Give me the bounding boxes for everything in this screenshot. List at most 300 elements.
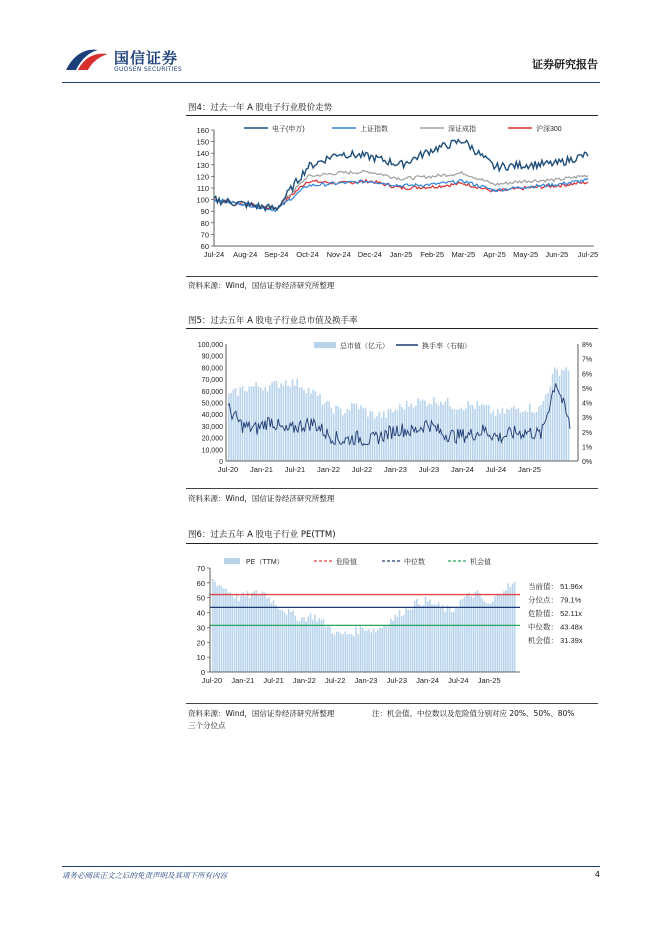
pe-bar [392,621,394,672]
y-tick-label: 60,000 [201,388,223,396]
pe-bar [234,598,236,672]
y-tick-label: 130 [196,160,209,170]
y-tick-label: 100 [196,195,209,205]
figure-6-chart [186,548,598,690]
pe-bar [488,603,490,672]
pe-bar [440,607,442,672]
pe-bar [466,594,468,673]
market-cap-bar [372,412,374,462]
pe-bar [351,634,353,672]
legend-label: 中位数 [404,559,425,566]
pe-bar [384,625,386,672]
y-tick-label: 90 [200,207,209,217]
market-cap-bar [274,381,276,461]
x-tick-label: Jul-20 [201,676,223,685]
pe-bar [434,604,436,672]
market-cap-bar [556,369,558,461]
x-tick-label: Jan-24 [416,676,440,685]
stock-price-chart [186,116,598,272]
market-cap-bar [363,408,365,461]
x-tick-label: Jul-20 [217,465,239,474]
market-cap-bar [342,415,344,461]
market-cap-bar [344,413,346,461]
market-cap-bar [399,404,401,461]
pe-bar [373,629,375,673]
market-cap-bar [255,382,257,461]
market-cap-bar [568,371,570,461]
legend-label: 危险值 [336,559,357,566]
pe-bar [295,616,297,673]
legend-label: 总市值（亿元） [340,343,389,350]
pe-bar [253,591,255,672]
x-tick-label: Apr-25 [483,250,506,259]
pe-bar [399,610,401,672]
series-line-1 [214,140,588,211]
figure-5-source: 资料来源：Wind，国信证券经济研究所整理 [188,494,335,503]
side-label: 机会值： 31.39x [528,636,583,645]
pe-bar [499,595,501,672]
y2-tick-label: 6% [582,371,593,379]
legend-label: 机会值 [470,559,491,566]
pe-bar [457,608,459,672]
pe-bar [275,605,277,672]
x-tick-label: Jun-25 [545,250,569,259]
pe-bar [390,619,392,672]
x-tick-label: Jan-25 [389,250,413,259]
x-tick-label: Jul-21 [284,465,306,474]
pe-bar [242,592,244,672]
market-cap-bar [447,398,449,461]
pe-bar [284,612,286,672]
pe-bar [514,582,516,672]
pe-bar [505,590,507,672]
market-cap-bar [529,404,531,461]
figure-5-chart [186,330,598,482]
market-cap-bar [436,403,438,461]
pe-bar [255,590,257,672]
pe-bar [288,609,290,672]
pe-bar [512,584,514,672]
pe-bar [436,605,438,672]
pe-bar [460,600,462,672]
pe-bar [314,615,316,672]
pe-bar [481,598,483,672]
y-tick-label: 160 [196,126,209,135]
pe-bar [381,628,383,672]
pe-bar [462,599,464,672]
pe-bar [292,611,294,673]
x-tick-label: Jan-21 [250,465,273,474]
pe-bar [258,595,260,672]
x-tick-label: Jan-21 [231,676,255,685]
x-tick-label: Jul-24 [203,250,225,259]
pe-bar [364,631,366,672]
market-cap-bar [545,395,547,461]
side-label: 分位点： 79.1% [528,595,582,605]
market-cap-bar [351,403,353,461]
pe-bar [316,622,318,673]
pe-bar [379,628,381,672]
pe-bar [483,601,485,672]
pe-bar [410,610,412,672]
x-tick-label: Jul-22 [324,676,346,685]
pe-bar [418,604,420,672]
y-tick-label: 120 [196,172,209,182]
pe-bar [407,610,409,672]
pe-bar [388,626,390,672]
y-tick-label: 0 [219,459,223,466]
side-label: 危险值： 52.11x [528,609,583,618]
figure-6-note-cont: 三个分位点 [188,721,226,730]
market-cap-bar [433,397,435,461]
x-tick-label: Jul-23 [386,676,408,685]
figure-6-note: 注：机会值、中位数以及危险值分别对应 20%、50%、80% [372,709,575,718]
y-tick-label: 40,000 [201,412,223,420]
y-tick-label: 50 [196,593,205,603]
market-cap-bar [230,393,232,461]
market-cap-bar [292,379,294,461]
pe-bar [349,634,351,672]
pe-bar [236,593,238,672]
market-cap-bar [524,411,526,461]
market-cap-bar [451,409,453,461]
market-cap-bar [552,374,554,461]
company-name-cn: 国信证券 [114,49,179,67]
market-cap-bar [547,393,549,461]
legend-label: PE（TTM） [246,559,284,566]
pe-bar [353,636,355,672]
market-cap-bar [561,370,563,461]
y-tick-label: 30 [196,623,205,633]
y-tick-label: 30,000 [201,423,223,431]
x-tick-label: Dec-24 [357,250,382,259]
market-cap-bar [233,390,235,461]
y-tick-label: 10,000 [201,447,223,455]
pe-bar [260,594,262,673]
figure-4-chart [186,116,598,272]
pe-ttm-chart [186,548,598,690]
pe-bar [336,632,338,673]
pe-bar [358,634,360,672]
y2-tick-label: 5% [582,385,593,393]
footer-disclaimer: 请务必阅读正文之后的免责声明及其项下所有内容 [62,871,227,880]
pe-bar [342,634,344,672]
pe-bar [414,601,416,672]
pe-bar [416,599,418,672]
y-tick-label: 80,000 [201,365,223,373]
pe-bar [355,627,357,672]
pe-bar [423,605,425,672]
pe-bar [327,625,329,672]
pe-bar [429,600,431,672]
pe-bar [473,598,475,672]
market-cap-bar [331,408,333,461]
pe-bar [238,601,240,672]
pe-bar [331,633,333,672]
y2-tick-label: 2% [582,429,593,437]
side-label: 中位数： 43.48x [528,622,583,632]
pe-bar [271,603,273,672]
pe-bar [421,606,423,672]
y2-tick-label: 7% [582,356,593,364]
y2-tick-label: 1% [582,444,593,452]
y-tick-label: 90,000 [201,353,223,361]
legend-label: 深证成指 [448,126,476,133]
x-tick-label: Jul-23 [418,465,440,474]
pe-bar [442,605,444,672]
market-cap-bar [467,401,469,461]
pe-bar [262,592,264,672]
x-tick-label: Jan-25 [477,676,501,685]
pe-bar [449,606,451,672]
market-cap-bar [251,387,253,461]
y-tick-label: 70,000 [201,377,223,385]
legend-label: 上证指数 [360,126,388,133]
legend-label: 电子(申万) [272,126,305,133]
x-tick-label: Oct-24 [296,250,319,259]
market-cap-bar [417,399,419,461]
pe-bar [444,612,446,672]
figure-5-title: 图5：过去五年 A 股电子行业总市值及换手率 [188,316,358,326]
market-cap-bar [296,379,298,461]
pe-bar [229,592,231,672]
pe-bar [221,586,223,672]
y-tick-label: 50,000 [201,400,223,408]
pe-bar [405,607,407,672]
pe-bar [375,632,377,672]
x-tick-label: Jan-23 [354,676,378,685]
pe-bar [340,634,342,672]
x-tick-label: Jul-24 [448,676,469,685]
header-divider [62,82,600,83]
market-cap-bar [424,401,426,461]
figure-5-bottom-rule [186,488,598,489]
market-cap-bar [483,405,485,461]
pe-bar [227,593,229,672]
pe-bar [486,603,488,672]
market-cap-bar [442,405,444,461]
market-cap-bar [347,409,349,461]
pe-bar [412,609,414,672]
market-cap-bar [477,402,479,462]
pe-bar [225,589,227,672]
legend-swatch [314,342,336,348]
market-cap-bar [306,393,308,461]
x-tick-label: Jan-23 [384,465,407,474]
market-cap-bar [538,407,540,462]
figure-4-bottom-rule [186,276,598,277]
market-cap-bar [472,405,474,461]
pe-bar [286,615,288,672]
pe-bar [507,583,509,672]
pe-bar [431,605,433,673]
y2-tick-label: 4% [582,400,593,408]
x-tick-label: Mar-25 [451,250,476,259]
side-label: 当前值： 51.96x [528,582,583,591]
pe-bar [455,607,457,672]
y2-tick-label: 3% [582,415,593,423]
pe-bar [377,630,379,672]
pe-bar [501,594,503,672]
market-cap-bar [276,381,278,461]
market-cap-bar [287,386,289,461]
pe-bar [477,591,479,673]
y-tick-label: 20,000 [201,435,223,443]
figure-4-title: 图4：过去一年 A 股电子行业股价走势 [188,103,333,113]
y2-tick-label: 8% [582,342,593,349]
market-cap-bar [508,410,510,461]
y2-tick-label: 0% [582,459,593,466]
pe-bar [325,627,327,672]
pe-bar [318,619,320,673]
pe-bar [290,612,292,672]
market-cap-bar [429,404,431,462]
pe-bar [310,613,312,672]
pe-bar [321,620,323,672]
page-number: 4 [594,870,600,879]
market-cap-bar [365,409,367,461]
y-tick-label: 100,000 [197,342,223,349]
report-type: 证券研究报告 [532,58,598,71]
pe-bar [312,620,314,672]
market-cap-bar [324,403,326,461]
figure-6-top-rule [186,543,598,544]
market-cap-bar [239,388,241,462]
figure-6-source: 资料来源：Wind，国信证券经济研究所整理 [188,709,335,718]
x-tick-label: Jan-24 [451,465,474,474]
pe-bar [447,606,449,672]
pe-bar [360,626,362,672]
y-tick-label: 40 [196,608,205,618]
pe-bar [425,597,427,672]
legend-label: 换手率（右轴） [422,343,471,350]
market-cap-bar [554,367,556,461]
market-cap-bar [237,396,239,461]
pe-bar [362,628,364,672]
market-cap-turnover-chart [186,330,598,482]
pe-bar [347,635,349,673]
pe-bar [453,612,455,672]
pe-bar [251,593,253,672]
pe-bar [273,600,275,672]
company-name-en: GUOSEN SECURITIES [114,66,183,73]
pe-bar [371,632,373,672]
market-cap-bar [360,405,362,461]
market-cap-bar [495,416,497,461]
market-cap-bar [294,386,296,461]
market-cap-bar [333,414,335,462]
x-tick-label: Jul-22 [351,465,373,474]
pe-bar [497,594,499,672]
market-cap-bar [280,383,282,461]
x-tick-label: Aug-24 [233,250,258,259]
market-cap-bar [340,409,342,461]
market-cap-bar [353,404,355,461]
pe-bar [468,593,470,672]
pe-bar [323,619,325,672]
market-cap-bar [445,402,447,461]
market-cap-bar [550,386,552,461]
pe-bar [475,592,477,672]
guosen-logo-icon [64,44,110,74]
series-line-3 [214,170,588,208]
pe-bar [451,612,453,672]
pe-bar [277,608,279,672]
market-cap-bar [543,401,545,461]
series-line-4 [214,180,588,210]
market-cap-bar [426,406,428,461]
market-cap-bar [527,412,529,461]
pe-bar [299,621,301,672]
pe-bar [366,631,368,672]
market-cap-bar [474,409,476,461]
y-tick-label: 60 [196,578,205,588]
pe-bar [338,632,340,672]
market-cap-bar [559,376,561,461]
y-tick-label: 80 [200,218,209,228]
market-cap-bar [349,411,351,461]
pe-bar [223,589,225,672]
y-tick-label: 0 [200,668,205,677]
y-tick-label: 140 [196,149,209,159]
x-tick-label: Jan-22 [292,676,316,685]
market-cap-bar [392,412,394,461]
y-tick-label: 70 [196,564,205,573]
market-cap-bar [235,388,237,461]
market-cap-bar [385,418,387,461]
pe-bar [403,615,405,672]
pe-bar [219,585,221,672]
market-cap-bar [374,418,376,461]
figure-5-top-rule [186,328,598,329]
x-tick-label: Nov-24 [326,250,351,259]
x-tick-label: May-25 [513,250,539,259]
legend-label: 沪深300 [536,126,562,133]
pe-bar [334,635,336,672]
pe-bar [269,597,271,672]
market-cap-bar [285,381,287,462]
market-cap-bar [283,386,285,461]
y-tick-label: 70 [200,230,209,240]
y-tick-label: 150 [196,137,209,147]
x-tick-label: Jan-25 [518,465,541,474]
x-tick-label: Jul-21 [263,676,284,685]
pe-bar [510,587,512,672]
pe-bar [401,616,403,672]
market-cap-bar [488,405,490,461]
market-cap-bar [502,408,504,461]
market-cap-bar [401,407,403,461]
pe-bar [492,602,494,673]
pe-bar [490,604,492,673]
market-cap-bar [337,406,339,461]
market-cap-bar [479,406,481,461]
pe-bar [249,598,251,672]
market-cap-bar [465,408,467,461]
pe-bar [216,586,218,672]
pe-bar [305,621,307,672]
x-tick-label: Jul-24 [485,465,507,474]
pe-bar [386,626,388,672]
footer-divider [62,866,600,867]
y-tick-label: 10 [196,653,205,663]
figure-4-source: 资料来源：Wind，国信证券经济研究所整理 [188,281,335,290]
pe-bar [503,591,505,672]
y-tick-label: 110 [197,184,209,193]
market-cap-bar [413,408,415,461]
pe-bar [279,610,281,672]
pe-bar [427,601,429,672]
